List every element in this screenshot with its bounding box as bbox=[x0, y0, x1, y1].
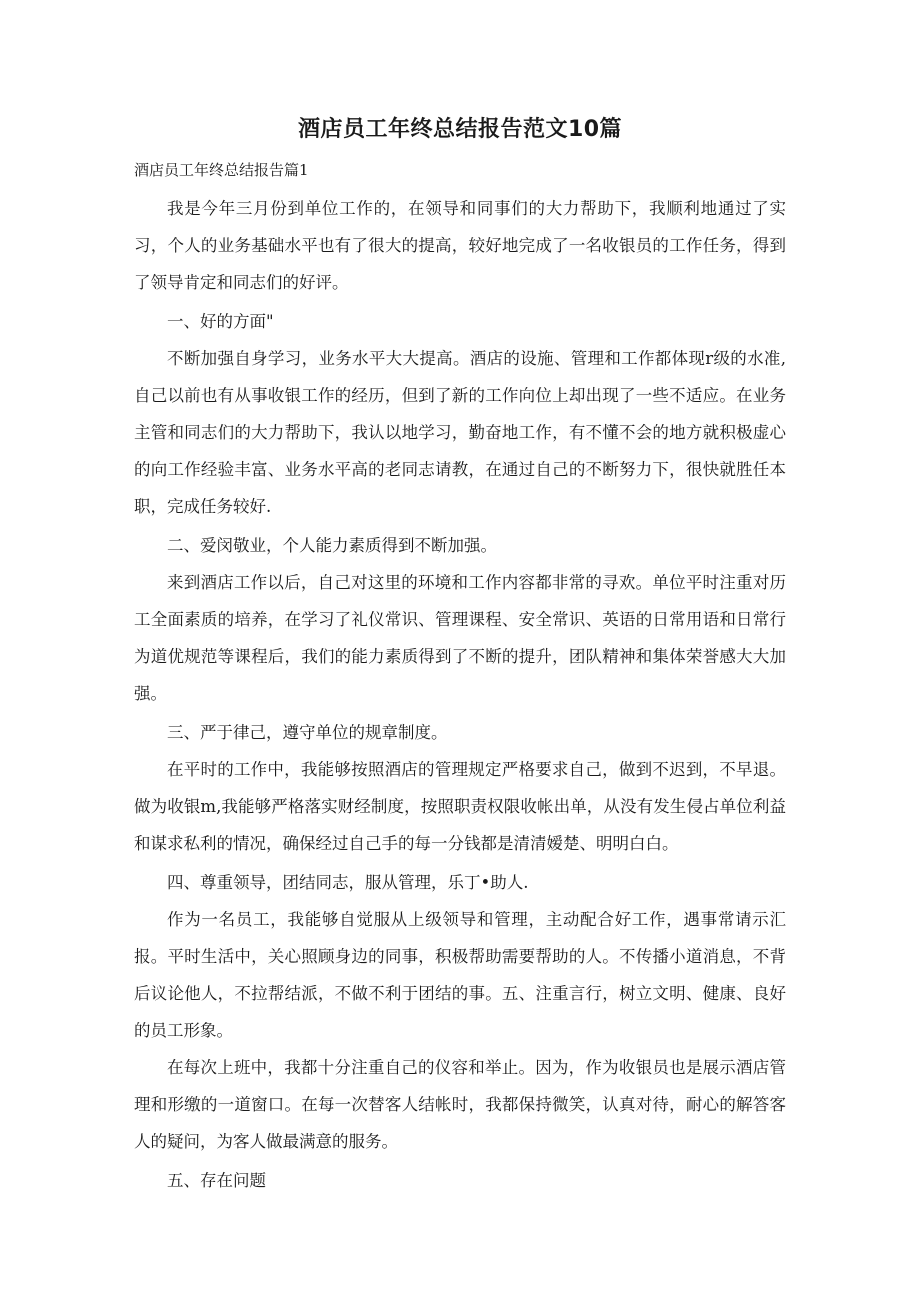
paragraph-teamwork: 作为一名员工，我能够自觉服从上级领导和管理，主动配合好工作，遇事常请示汇报。平时生活中，关心照顾身边的同事，积极帮助需要帮助的人。不传播小道消息，不背后议论他人，不拉帮结派，不做不利于团结的事。五、注重言行，树立文明、健康、良好的员工形象。 bbox=[134, 910, 786, 1040]
document-subtitle: 酒店员工年终总结报告篇1 bbox=[134, 161, 309, 179]
section-heading-5: 五、存在问题 bbox=[167, 1171, 266, 1190]
section-heading-3: 三、严于律己，遵守单位的规章制度。 bbox=[167, 723, 448, 742]
paragraph-study: 不断加强自身学习，业务水平大大提高。酒店的设施、管理和工作都体现r级的水准,自己以前也有从事收银工作的经历，但到了新的工作向位上却出现了一些不适应。在业务主管和同志们的大力帮助下，我认以地学习，勤奋地工作，有不懂不会的地方就积极虚心的向工作经验丰富、业务水平高的老同志请教，在通过自己的不断努力下，很快就胜任本职，完成任务较好. bbox=[134, 349, 786, 516]
paragraph-intro: 我是今年三月份到单位工作的，在领导和同事们的大力帮助下，我顺利地通过了实习，个人的业务基础水平也有了很大的提高，较好地完成了一名收银员的工作任务，得到了领导肯定和同志们的好评。 bbox=[134, 199, 786, 292]
document-title: 酒店员工年终总结报告范文10篇 bbox=[297, 117, 623, 142]
paragraph-training: 来到酒店工作以后，自己对这里的环境和工作内容都非常的寻欢。单位平时注重对历工全面素质的培养，在学习了礼仪常识、管理课程、安全常识、英语的日常用语和日常行为道优规范等课程后，我们的能力素质得到了不断的提升，团队精神和集体荣誉感大大加强。 bbox=[134, 573, 786, 703]
section-heading-2: 二、爱闵敬业，个人能力素质得到不断加强。 bbox=[167, 536, 497, 555]
paragraph-service: 在每次上班中，我都十分注重自己的仪容和举止。因为，作为收银员也是展示酒店管理和形缴的一道窗口。在每一次替客人结帐时，我都保持微笑，认真对待，耐心的解答客人的疑问，为客人做最满意的服务。 bbox=[134, 1058, 786, 1151]
section-heading-4: 四、尊重领导，团结同志，服从管理，乐丁•助人. bbox=[167, 873, 529, 892]
document-body bbox=[134, 190, 786, 1199]
paragraph-discipline: 在平时的工作中，我能够按照酒店的管理规定严格要求自己，做到不迟到，不早退。做为收银m,我能够严格落实财经制度，按照职责权限收帐出单，从没有发生侵占单位利益和谋求私利的情况，确保经过自己手的每一分钱都是清清嫒楚、明明白白。 bbox=[134, 760, 786, 853]
section-heading-1: 一、好的方面" bbox=[167, 312, 274, 331]
